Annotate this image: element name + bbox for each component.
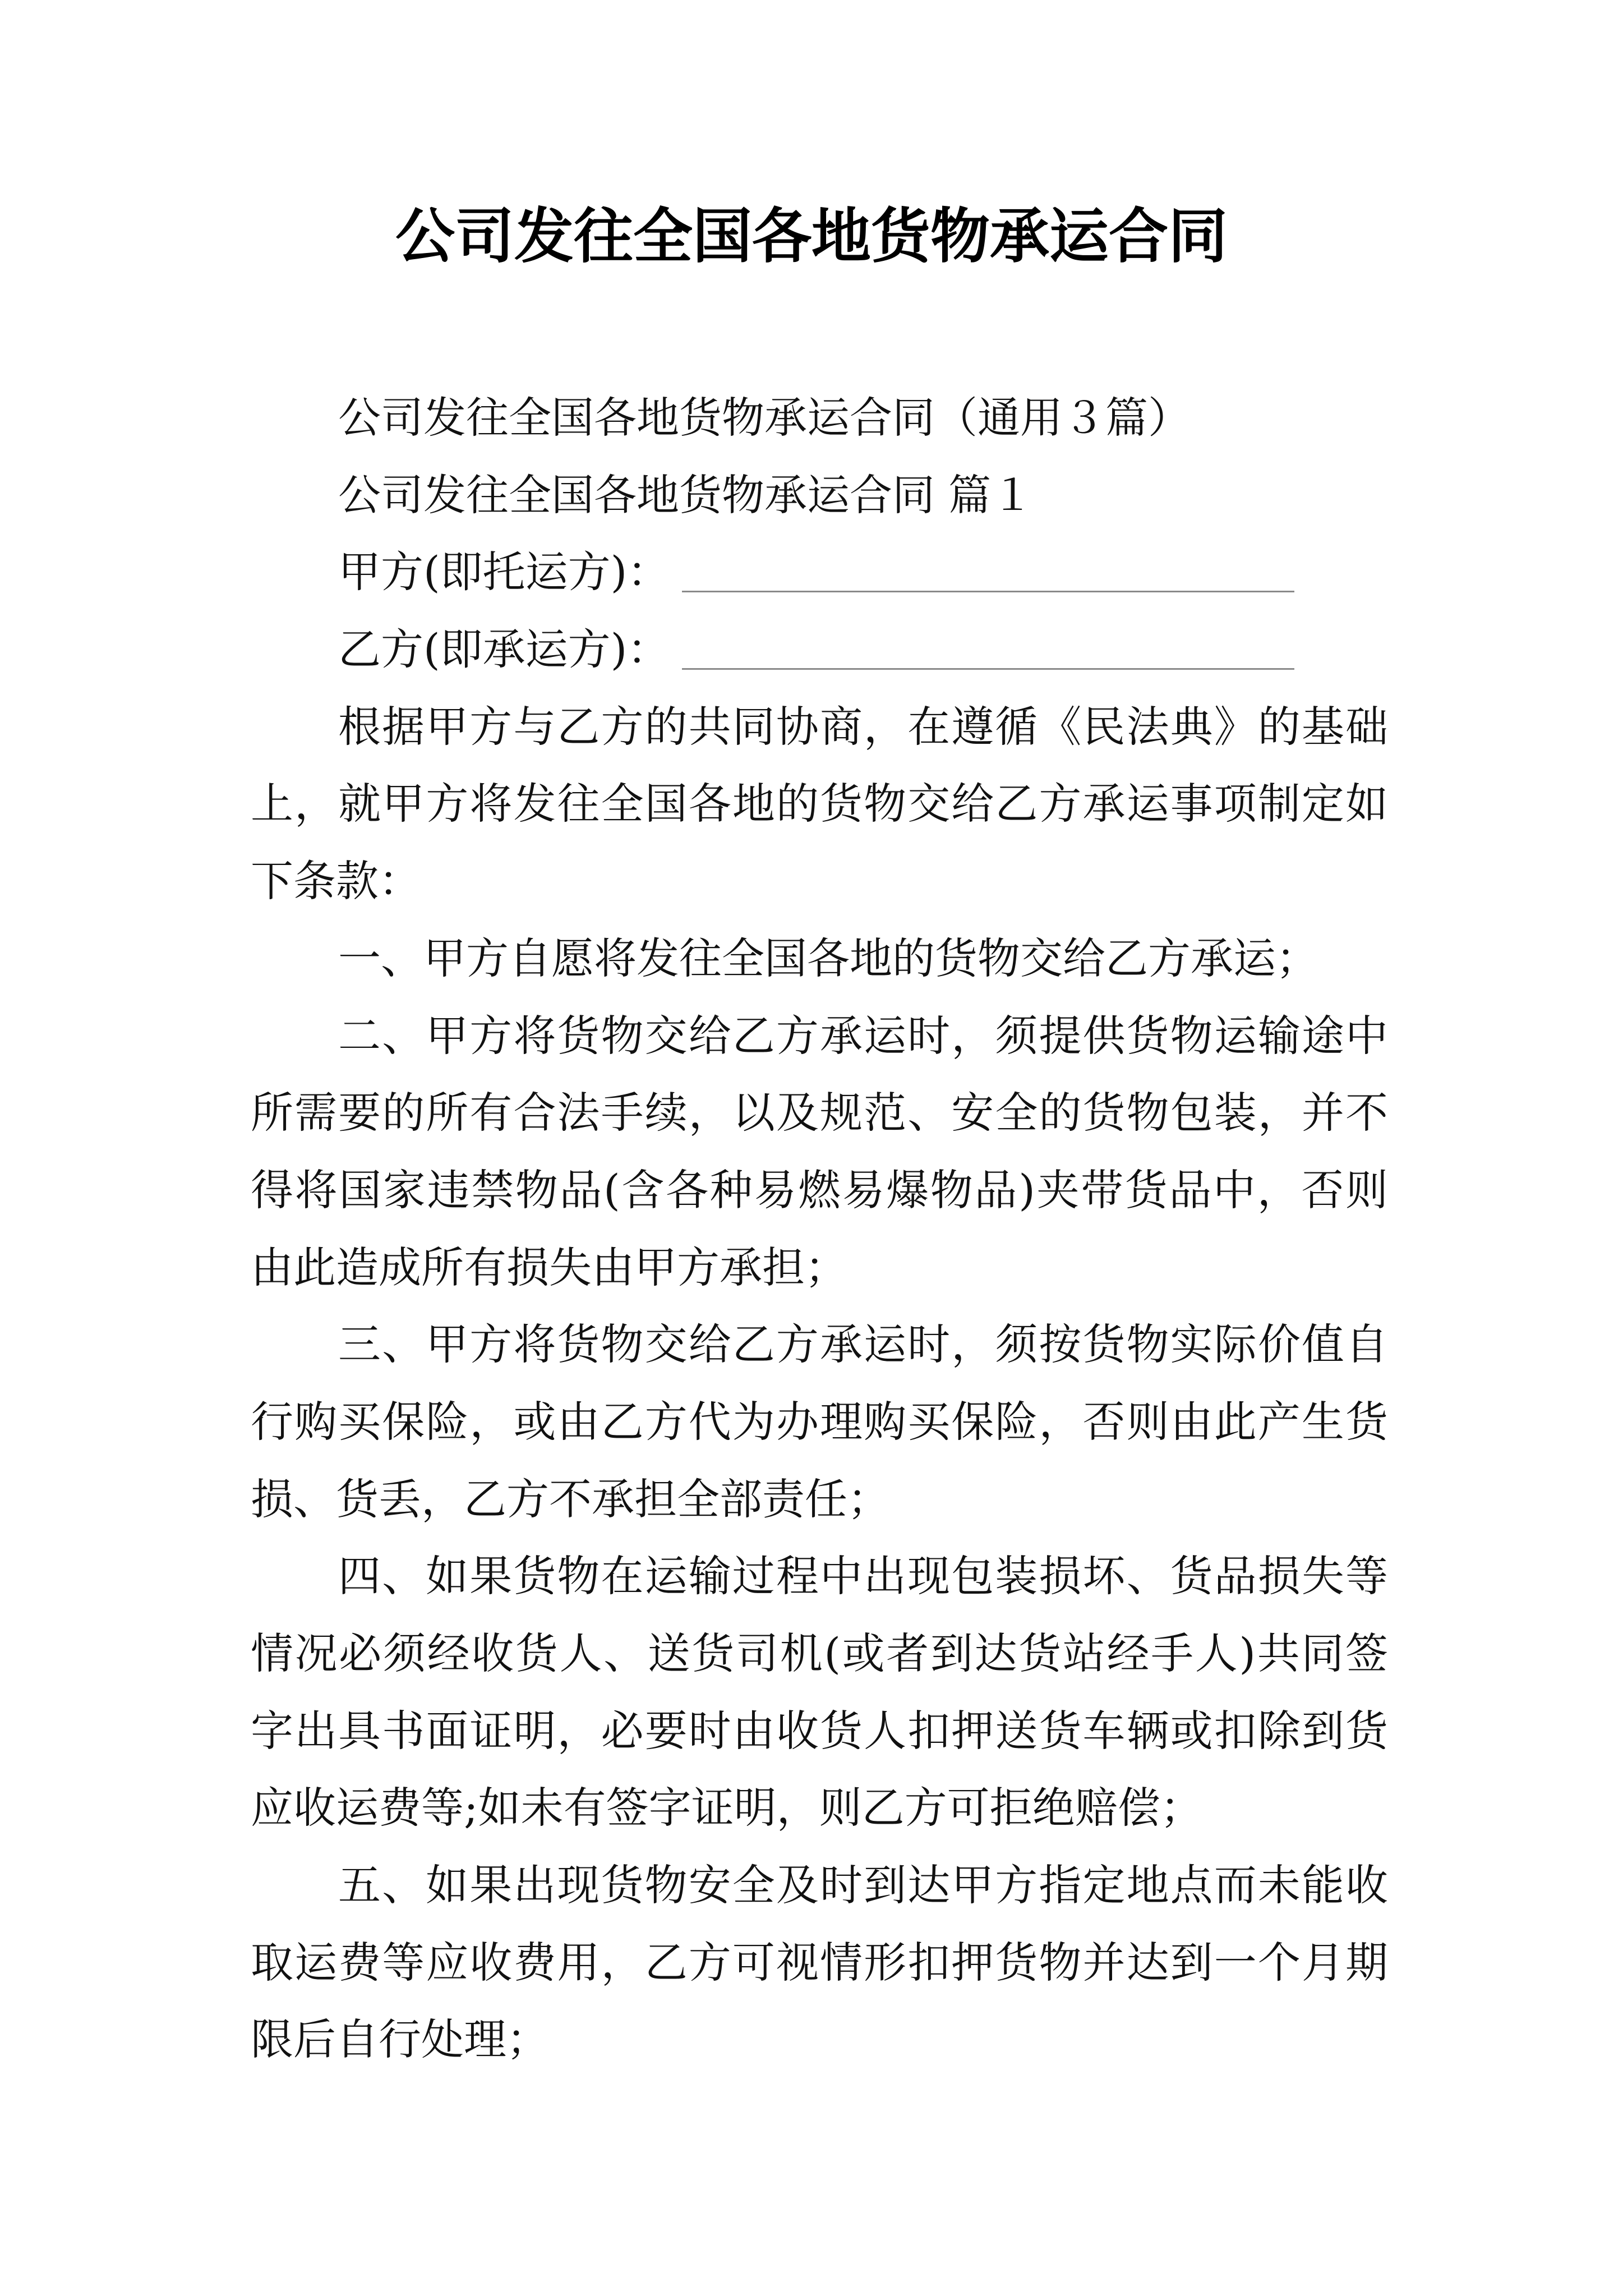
clause-5-paragraph xyxy=(251,1847,1388,2078)
paragraph-line: 下条款： xyxy=(251,856,421,907)
paragraph-line: 字出具书面证明，必要时由收货人扣押送货车辆或扣除到货 xyxy=(251,1705,1388,1756)
paragraph-line: 限后自行处理； xyxy=(251,2014,549,2065)
paragraph-line: 取运费等应收费用，乙方可视情形扣押货物并达到一个月期 xyxy=(251,1937,1388,1987)
party-b-line xyxy=(251,611,1388,688)
collection-heading: 公司发往全国各地货物承运合同（通用３篇） xyxy=(338,393,1191,443)
party-a-label: 甲方(即托运方)： xyxy=(338,547,670,597)
paragraph-line: 五、如果出现货物安全及时到达甲方指定地点而未能收 xyxy=(338,1860,1388,1911)
paragraph-line: 情况必须经收货人、送货司机(或者到达货站经手人)共同签 xyxy=(251,1628,1388,1678)
paragraph-line: 根据甲方与乙方的共同协商，在遵循《民法典》的基础 xyxy=(338,701,1388,752)
document-body xyxy=(251,379,1388,2078)
paragraph-line: 四、如果货物在运输过程中出现包装损坏、货品损失等 xyxy=(338,1551,1388,1602)
paragraph-line: 行购买保险，或由乙方代为办理购买保险，否则由此产生货 xyxy=(251,1396,1388,1447)
document-title: 公司发往全国各地货物承运合同 xyxy=(395,201,1228,271)
party-a-blank-line xyxy=(682,557,1294,592)
paragraph-line: 应收运费等;如未有签字证明，则乙方可拒绝赔偿； xyxy=(251,1783,1203,1833)
preamble-paragraph xyxy=(251,688,1388,920)
party-b-label: 乙方(即承运方)： xyxy=(338,624,670,675)
paragraph-line: 二、甲方将货物交给乙方承运时，须提供货物运输途中 xyxy=(338,1010,1388,1061)
party-b-blank-line xyxy=(682,634,1294,670)
paragraph-line: 得将国家违禁物品(含各种易燃易爆物品)夹带货品中，否则 xyxy=(251,1165,1388,1215)
paragraph-line: 上，就甲方将发往全国各地的货物交给乙方承运事项制定如 xyxy=(251,779,1388,829)
clause-1-paragraph xyxy=(251,920,1388,997)
party-a-line xyxy=(251,533,1388,611)
paragraph-line: 由此造成所有损失由甲方承担； xyxy=(251,1242,847,1292)
clause-4-paragraph xyxy=(251,1538,1388,1847)
paragraph-line: 损、货丢，乙方不承担全部责任； xyxy=(251,1474,890,1524)
clause-2-paragraph xyxy=(251,997,1388,1306)
article-heading: 公司发往全国各地货物承运合同 篇１ xyxy=(338,470,1034,520)
paragraph-line: 所需要的所有合法手续，以及规范、安全的货物包装，并不 xyxy=(251,1088,1388,1138)
paragraph-line: 三、甲方将货物交给乙方承运时，须按货物实际价值自 xyxy=(338,1319,1388,1370)
paragraph-line: 一、甲方自愿将发往全国各地的货物交给乙方承运； xyxy=(338,933,1318,983)
clause-3-paragraph xyxy=(251,1306,1388,1538)
